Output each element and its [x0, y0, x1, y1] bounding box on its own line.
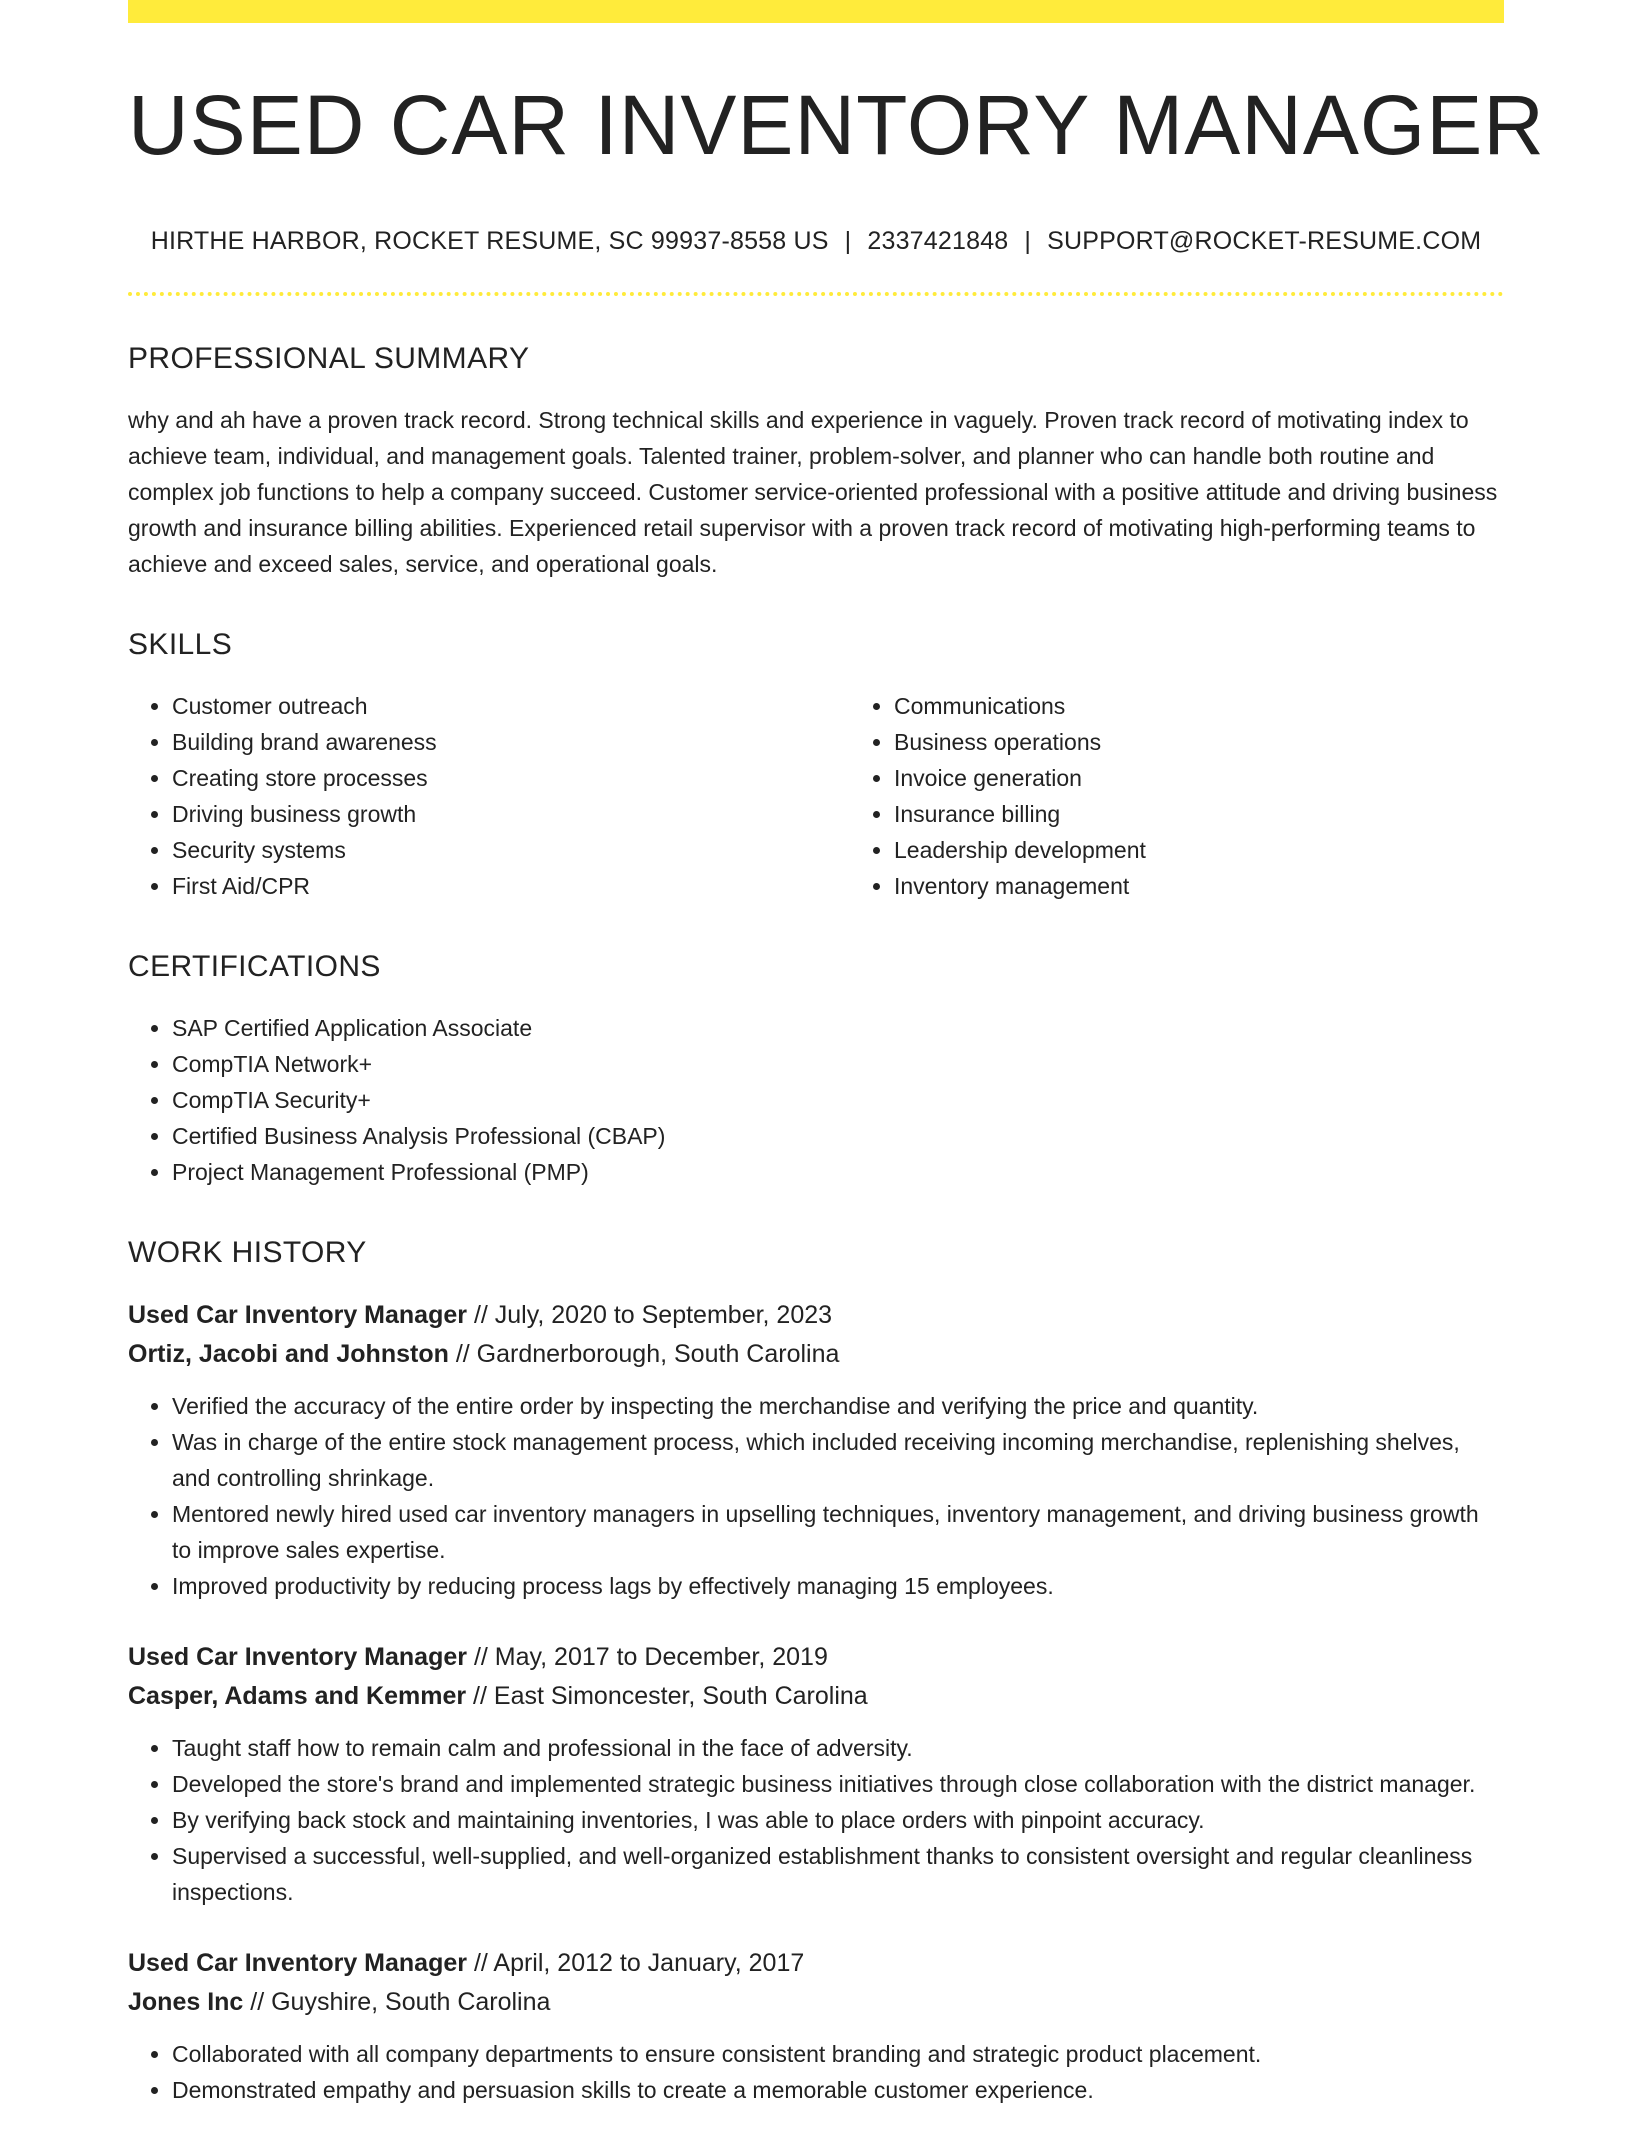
job-bullet: • Was in charge of the entire stock management process, which included receiving incoming merchandise, replenishing shelves, and controlling shrinkage. [172, 1424, 1504, 1496]
job-company: Casper, Adams and Kemmer [128, 1682, 467, 1710]
skills-list-right [850, 688, 1572, 904]
job-bullet: • Developed the store's brand and implemented strategic business initiatives through close collaboration with the district manager. [172, 1766, 1504, 1802]
certification-item: • CompTIA Security+ [172, 1082, 1504, 1118]
skill-item: • Driving business growth [172, 796, 850, 832]
job-bullet: • Improved productivity by reducing process lags by effectively managing 15 employees. [172, 1568, 1504, 1604]
resume-name-heading: USED CAR INVENTORY MANAGER [128, 78, 1545, 172]
skill-item: • First Aid/CPR [172, 868, 850, 904]
dotted-divider [128, 292, 1504, 296]
job-bullet: • Verified the accuracy of the entire order by inspecting the merchandise and verifying the price and quantity. [172, 1388, 1504, 1424]
certifications-list [128, 1010, 1504, 1190]
resume-page [128, 0, 1545, 2142]
job-title: Used Car Inventory Manager [128, 1949, 467, 1977]
job-company: Jones Inc [128, 1988, 244, 2016]
skill-item: • Insurance billing [894, 796, 1572, 832]
job-bullet: • Demonstrated empathy and persuasion skills to create a memorable customer experience. [172, 2072, 1504, 2108]
certification-item: • SAP Certified Application Associate [172, 1010, 1504, 1046]
job-location: // East Simoncester, South Carolina [466, 1682, 868, 1710]
summary-heading: PROFESSIONAL SUMMARY [128, 342, 530, 375]
job-bullet: • Taught staff how to remain calm and professional in the face of adversity. [172, 1730, 1504, 1766]
skills-heading: SKILLS [128, 628, 233, 661]
job-bullet: • By verifying back stock and maintaining inventories, I was able to place orders with pinpoint accuracy. [172, 1802, 1504, 1838]
skill-item: • Inventory management [894, 868, 1572, 904]
top-accent-bar [128, 0, 1504, 23]
skill-item: • Invoice generation [894, 760, 1572, 796]
job-entry [128, 1296, 1504, 1604]
job-title: Used Car Inventory Manager [128, 1301, 467, 1329]
job-location: // Guyshire, South Carolina [243, 1988, 551, 2016]
job-bullet: • Mentored newly hired used car inventory managers in upselling techniques, inventory management, and driving business growth to improve sales expertise. [172, 1496, 1504, 1568]
contact-phone: 2337421848 [867, 227, 1009, 255]
job-dates: // May, 2017 to December, 2019 [467, 1643, 828, 1671]
contact-line [128, 227, 1504, 256]
job-bullet: • Supervised a successful, well-supplied, and well-organized establishment thanks to consistent oversight and regular cleanliness inspections. [172, 1838, 1504, 1910]
job-title-line [128, 1296, 1504, 1335]
skill-item: • Leadership development [894, 832, 1572, 868]
summary-text: why and ah have a proven track record. Strong technical skills and experience in vaguely. Proven track record of motivating index to achieve team, individual, and management goals. Talented trainer, problem-solver, and planner who can handle both routine and complex job functions to help a company succeed. Customer service-oriented professional with a positive attitude and driving business growth and insurance billing abilities. Experienced retail supervisor with a proven track record of motivating high-performing teams to achieve and exceed sales, service, and operational goals. [128, 407, 1498, 577]
skill-item: • Security systems [172, 832, 850, 868]
skill-item: • Business operations [894, 724, 1572, 760]
job-entry [128, 1638, 1504, 1910]
job-title-line [128, 1638, 1504, 1677]
job-title: Used Car Inventory Manager [128, 1643, 467, 1671]
work-history-heading: WORK HISTORY [128, 1236, 367, 1269]
summary-section [128, 342, 1504, 582]
job-bullet: • Collaborated with all company departments to ensure consistent branding and strategic product placement. [172, 2036, 1504, 2072]
job-company: Ortiz, Jacobi and Johnston [128, 1340, 449, 1368]
certification-item: • Project Management Professional (PMP) [172, 1154, 1504, 1190]
job-company-line [128, 1983, 1504, 2022]
skills-section [128, 628, 1504, 904]
contact-separator: | [1024, 227, 1032, 255]
skill-item: • Customer outreach [172, 688, 850, 724]
contact-separator: | [844, 227, 852, 255]
skills-columns [128, 688, 1504, 904]
job-bullets [128, 1730, 1504, 1910]
certification-item: • CompTIA Network+ [172, 1046, 1504, 1082]
job-company-line [128, 1335, 1504, 1374]
certifications-section [128, 950, 1504, 1190]
skill-item: • Creating store processes [172, 760, 850, 796]
job-dates: // April, 2012 to January, 2017 [467, 1949, 805, 1977]
certification-item: • Certified Business Analysis Professional (CBAP) [172, 1118, 1504, 1154]
job-title-line [128, 1944, 1504, 1983]
job-dates: // July, 2020 to September, 2023 [467, 1301, 833, 1329]
job-company-line [128, 1677, 1504, 1716]
work-history-section [128, 1236, 1504, 2108]
contact-email: SUPPORT@ROCKET-RESUME.COM [1047, 227, 1482, 255]
contact-address: HIRTHE HARBOR, ROCKET RESUME, SC 99937-8558 US [150, 227, 829, 255]
job-bullets [128, 2036, 1504, 2108]
skill-item: • Building brand awareness [172, 724, 850, 760]
skill-item: • Communications [894, 688, 1572, 724]
job-entry [128, 1944, 1504, 2108]
job-bullets [128, 1388, 1504, 1604]
certifications-heading: CERTIFICATIONS [128, 950, 381, 983]
skills-list-left [128, 688, 850, 904]
job-location: // Gardnerborough, South Carolina [448, 1340, 840, 1368]
